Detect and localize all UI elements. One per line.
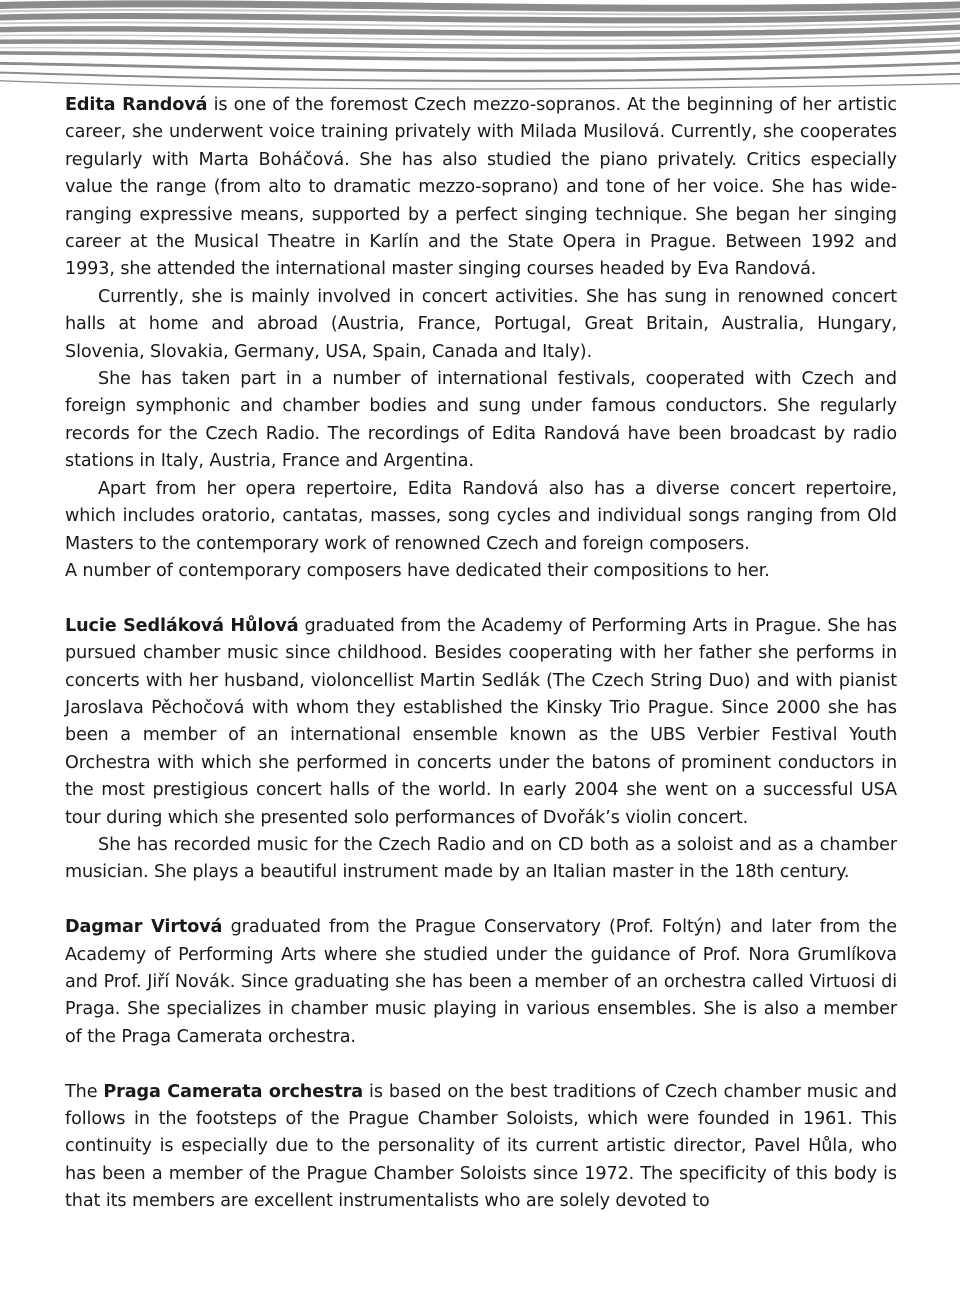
- hulova-recordings-paragraph: She has recorded music for the Czech Radio and on CD both as a soloist and as a chamber musician. She plays a beautiful instrument made by an Italian master in the 18th century.: [65, 834, 897, 883]
- randova-dedications-paragraph: A number of contemporary composers have dedicated their compositions to her.: [65, 560, 770, 581]
- randova-bio-text: is one of the foremost Czech mezzo-sopranos. At the beginning of her artistic career, she underwent voice training privately with Milada Musilová. Currently, she cooperates regularly with Marta Boháčová. She has also studied the piano privately. Critics especially value the range (from alto to dramatic mezzo-soprano) and tone of her voice. She has wide-ranging expressive means, supported by a perfect singing technique. She began her singing career at the Musical Theatre in Karlín and the State Opera in Prague. Between 1992 and 1993, she attended the international master singing courses headed by Eva Randová.: [65, 95, 898, 280]
- randova-festivals-paragraph: She has taken part in a number of international festivals, cooperated with Czech and foreign symphonic and chamber bodies and sung under famous conductors. She regularly records for the Czech Radio. The recordings of Edita Randová have been broadcast by radio stations in Italy, Austria, France and Argentina.: [65, 369, 897, 472]
- hulova-name: Lucie Sedláková Hůlová: [65, 615, 299, 636]
- header-stripes-decoration: [0, 0, 960, 92]
- camerata-name: Praga Camerata orchestra: [103, 1081, 364, 1102]
- article-body: [65, 92, 897, 1216]
- virtova-bio-paragraph: [65, 914, 897, 1051]
- randova-concerts-paragraph: Currently, she is mainly involved in concert activities. She has sung in renowned concert halls at home and abroad (Austria, France, Portugal, Great Britain, Australia, Hungary, Slovenia, Slovakia, Germany, USA, Spain, Canada and Italy).: [65, 286, 897, 362]
- camerata-lead: The: [65, 1081, 104, 1102]
- camerata-paragraph: [65, 1079, 897, 1216]
- hulova-bio-text: graduated from the Academy of Performing Arts in Prague. She has pursued chamber music since childhood. Besides cooperating with her father she performs in concerts with her husband, violoncellist Martin Sedlák (The Czech String Duo) and with pianist Jaroslava Pěchočová with whom they established the Kinsky Trio Prague. Since 2000 she has been a member of an international ensemble known as the UBS Verbier Festival Youth Orchestra with which she performed in concerts under the batons of prominent conductors in the most prestigious concert halls of the world. In early 2004 she went on a successful USA tour during which she presented solo performances of Dvořák’s violin concert.: [65, 615, 897, 828]
- hulova-bio-paragraph: [65, 613, 897, 832]
- virtova-name: Dagmar Virtová: [65, 917, 223, 938]
- randova-name: Edita Randová: [65, 95, 208, 115]
- randova-bio-paragraph: [65, 92, 897, 284]
- camerata-text: is based on the best traditions of Czech chamber music and follows in the footsteps of the Prague Chamber Soloists, which were founded in 1961. This continuity is especially due to the personality of its current artistic director, Pavel Hůla, who has been a member of the Prague Chamber Soloists since 1972. The specificity of this body is that its members are excellent instrumentalists who are solely devoted to: [65, 1081, 897, 1212]
- randova-repertoire-paragraph: Apart from her opera repertoire, Edita Randová also has a diverse concert repertoire, which includes oratorio, cantatas, masses, song cycles and individual songs ranging from Old Masters to the contemporary work of renowned Czech and foreign composers.: [65, 478, 897, 554]
- stripes-graphic: [0, 0, 960, 92]
- virtova-bio-text: graduated from the Prague Conservatory (Prof. Foltýn) and later from the Academy of Performing Arts where she studied under the guidance of Prof. Nora Grumlíkova and Prof. Jiří Novák. Since graduating she has been a member of an orchestra called Virtuosi di Praga. She specializes in chamber music playing in various ensembles. She is also a member of the Praga Camerata orchestra.: [65, 917, 897, 1047]
